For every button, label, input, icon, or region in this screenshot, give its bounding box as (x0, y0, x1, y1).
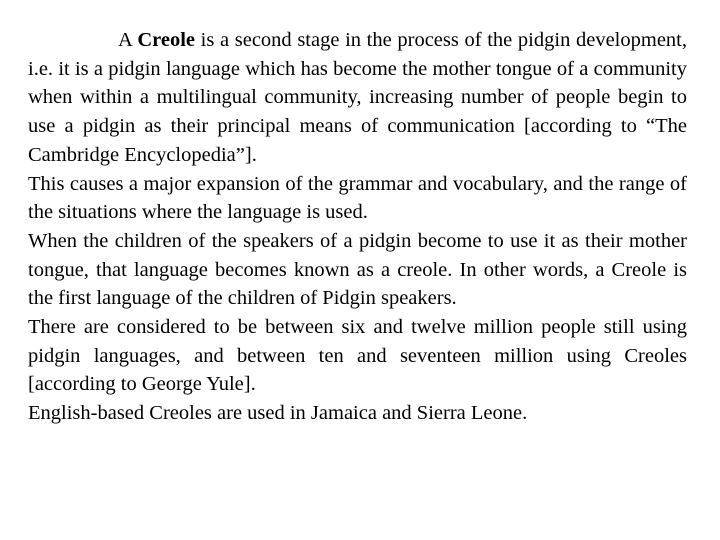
paragraph-creole-definition (28, 26, 687, 170)
definition-rest: is a second stage in the process of the pidgin development, i.e. it is a pidgin language which has become the mother tongue of a community when within a multilingual community, increasing number of people begin to use a pidgin as their principal means of communication [according to “The Cambridge Encyclopedia”]. (28, 29, 687, 166)
paragraph-statistics: There are considered to be between six and twelve million people still using pidgin languages, and between ten and seventeen million using Creoles [according to George Yule]. (28, 316, 687, 396)
paragraph-english-based: English-based Creoles are used in Jamaica and Sierra Leone. (28, 402, 528, 425)
paragraph-expansion: This causes a major expansion of the grammar and vocabulary, and the range of the situations where the language is used. (28, 172, 687, 224)
term-creole: Creole (137, 29, 196, 51)
definition-lead: A (118, 29, 138, 51)
body-text (28, 26, 687, 428)
paragraph-children: When the children of the speakers of a pidgin become to use it as their mother tongue, that language becomes known as a creole. In other words, a Creole is the first language of the children of Pidgin speakers. (28, 229, 687, 310)
